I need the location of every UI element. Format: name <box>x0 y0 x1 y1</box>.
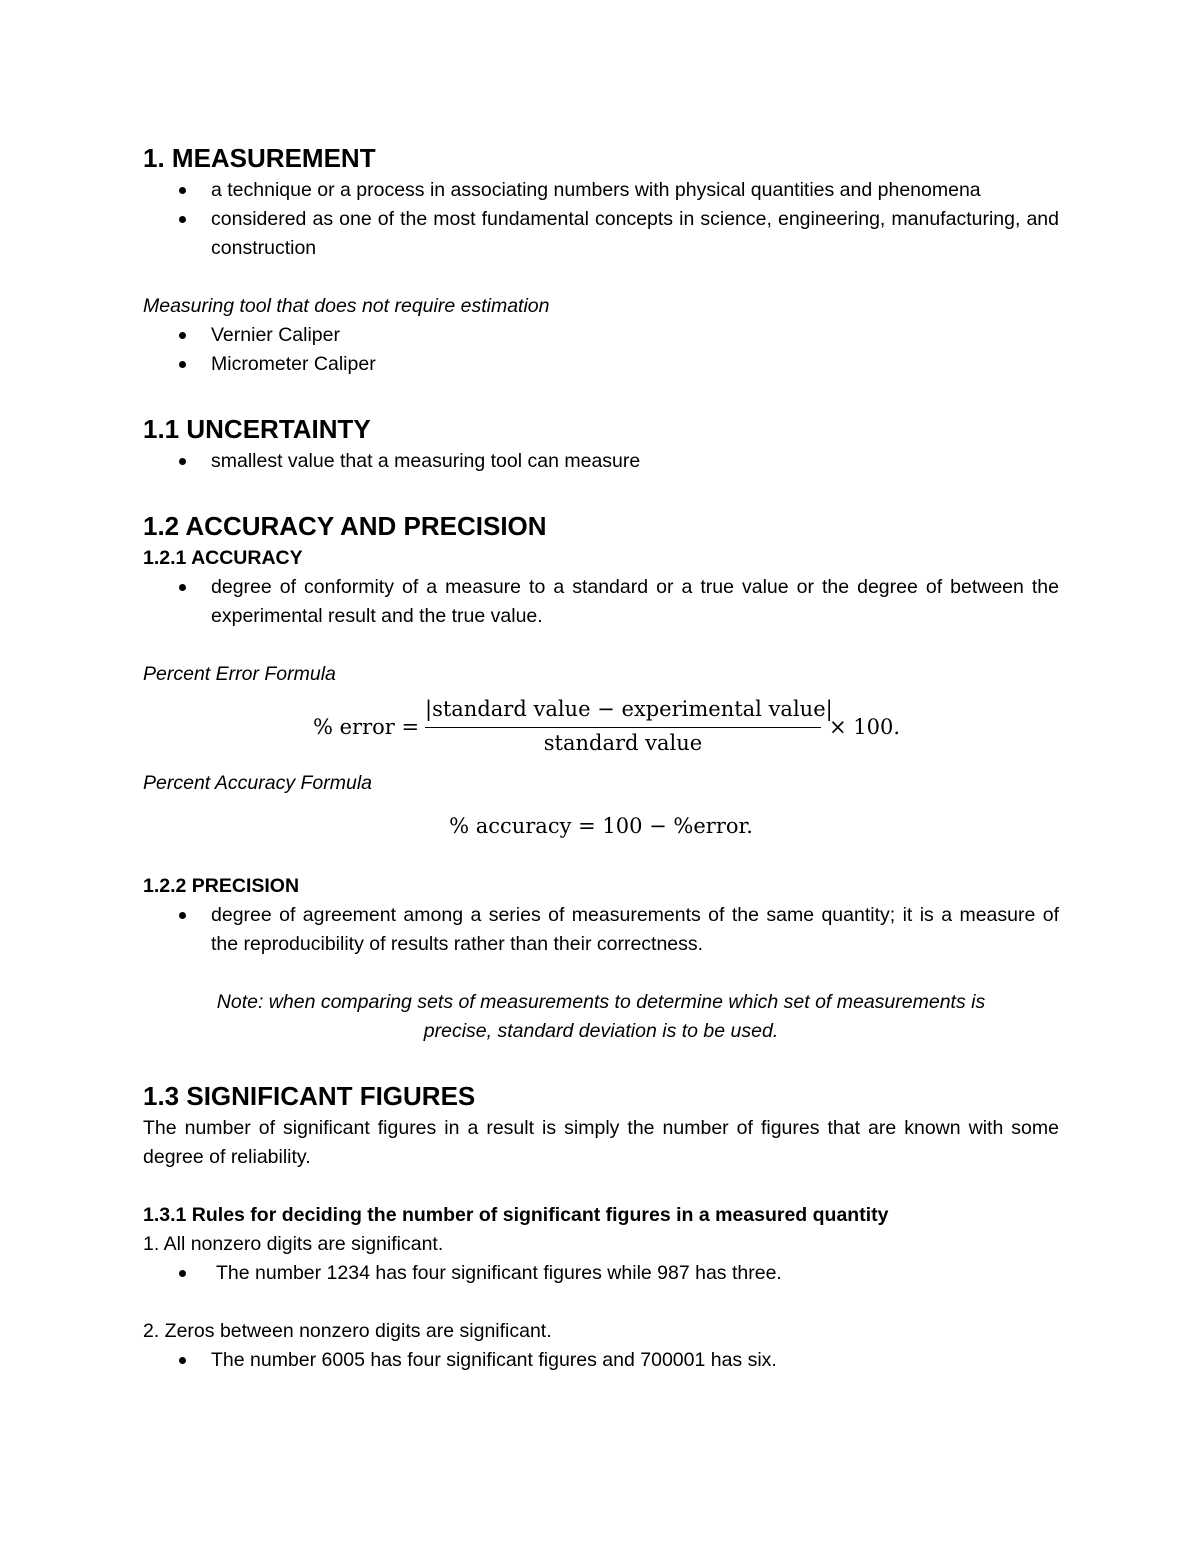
subsection-title-accuracy: 1.2.1 ACCURACY <box>143 547 303 569</box>
percent-error-label: Percent Error Formula <box>143 663 336 685</box>
section-title-measurement: 1. MEASUREMENT <box>143 143 376 173</box>
section-title-significant-figures: 1.3 SIGNIFICANT FIGURES <box>143 1081 476 1111</box>
list-item: degree of agreement among a series of measurements of the same quantity; it is a measure of the reproducibility of results rather than their correctness. <box>143 901 1059 959</box>
subsection-title-precision: 1.2.2 PRECISION <box>143 875 300 897</box>
percent-error-formula <box>143 695 1059 757</box>
rule-2-examples <box>143 1346 1059 1375</box>
tool-list <box>143 321 1059 379</box>
list-item: a technique or a process in associating numbers with physical quantities and phenomena <box>143 176 1059 205</box>
uncertainty-bullets <box>143 447 1059 476</box>
list-item: smallest value that a measuring tool can measure <box>143 447 1059 476</box>
percent-accuracy-formula: % accuracy = 100 − %error. <box>449 814 753 838</box>
formula-lhs: % error = <box>313 715 420 739</box>
list-item: Micrometer Caliper <box>143 350 1059 379</box>
formula-fraction <box>425 695 833 758</box>
rule-1: 1. All nonzero digits are significant. <box>143 1233 444 1255</box>
formula-rhs: × 100. <box>829 715 901 739</box>
list-item: Vernier Caliper <box>143 321 1059 350</box>
significant-figures-intro: The number of significant figures in a result is simply the number of figures that are known with some degree of reliability. <box>143 1117 1059 1168</box>
rules-title: 1.3.1 Rules for deciding the number of significant figures in a measured quantity <box>143 1204 889 1226</box>
rule-2: 2. Zeros between nonzero digits are significant. <box>143 1320 552 1342</box>
list-item: The number 1234 has four significant figures while 987 has three. <box>143 1259 1059 1288</box>
accuracy-bullets <box>143 573 1059 631</box>
section-title-accuracy-precision: 1.2 ACCURACY AND PRECISION <box>143 511 547 541</box>
list-item: The number 6005 has four significant figures and 700001 has six. <box>143 1346 1059 1375</box>
precision-note-line-2: precise, standard deviation is to be used. <box>423 1020 779 1042</box>
list-item: considered as one of the most fundamental concepts in science, engineering, manufacturing, and construction <box>143 205 1059 263</box>
tool-heading: Measuring tool that does not require estimation <box>143 295 550 317</box>
document-page <box>143 140 1059 1375</box>
formula-numerator: |standard value − experimental value| <box>425 695 821 728</box>
precision-note-line-1: Note: when comparing sets of measurements to determine which set of measurements is <box>216 991 986 1013</box>
precision-bullets <box>143 901 1059 959</box>
percent-accuracy-label: Percent Accuracy Formula <box>143 772 373 794</box>
formula-denominator: standard value <box>543 731 703 755</box>
rule-1-examples <box>143 1259 1059 1288</box>
list-item: degree of conformity of a measure to a standard or a true value or the degree of between the experimental result and the true value. <box>143 573 1059 631</box>
section-title-uncertainty: 1.1 UNCERTAINTY <box>143 414 371 444</box>
measurement-bullets <box>143 176 1059 263</box>
